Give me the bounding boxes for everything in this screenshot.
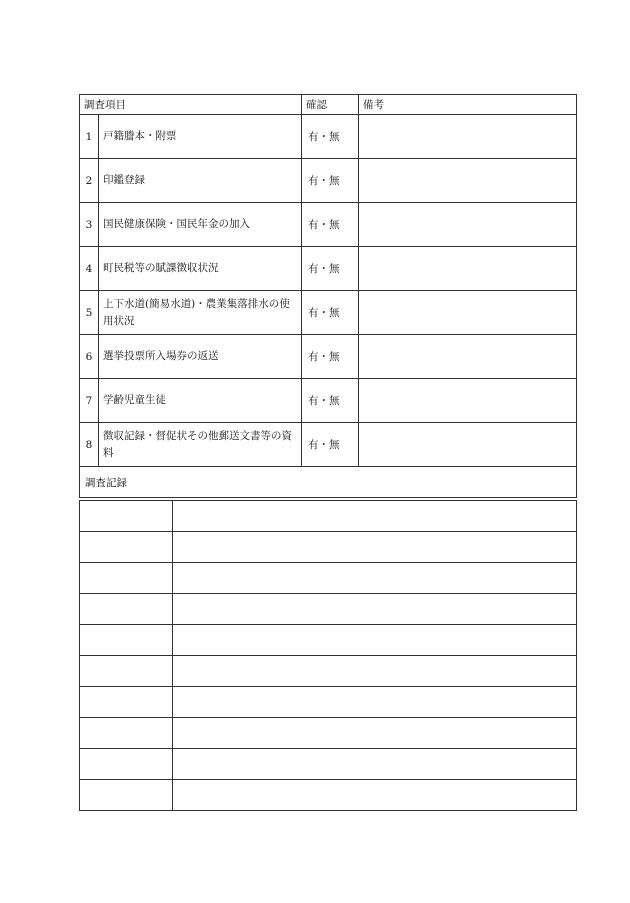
item-check[interactable]: 有・無 — [302, 115, 359, 159]
item-note[interactable] — [359, 291, 577, 335]
record-content-cell[interactable] — [173, 656, 577, 687]
item-note[interactable] — [359, 203, 577, 247]
header-row — [80, 95, 577, 115]
item-check[interactable]: 有・無 — [302, 291, 359, 335]
record-row — [80, 687, 577, 718]
record-row — [80, 780, 577, 811]
item-label: 印鑑登録 — [99, 159, 302, 203]
item-number: 8 — [80, 423, 99, 467]
record-date-cell[interactable] — [80, 656, 173, 687]
record-row — [80, 625, 577, 656]
header-check: 確認 — [302, 95, 359, 115]
record-title: 調査記録 — [80, 467, 577, 498]
record-content-cell[interactable] — [173, 532, 577, 563]
record-content-cell[interactable] — [173, 563, 577, 594]
item-row — [80, 423, 577, 467]
item-row — [80, 159, 577, 203]
item-note[interactable] — [359, 159, 577, 203]
record-date-cell[interactable] — [80, 594, 173, 625]
record-content-cell[interactable] — [173, 718, 577, 749]
item-note[interactable] — [359, 247, 577, 291]
item-note[interactable] — [359, 423, 577, 467]
item-label: 戸籍謄本・附票 — [99, 115, 302, 159]
item-note[interactable] — [359, 335, 577, 379]
record-date-cell[interactable] — [80, 625, 173, 656]
item-label: 町民税等の賦課徴収状況 — [99, 247, 302, 291]
record-date-cell[interactable] — [80, 563, 173, 594]
record-row — [80, 501, 577, 532]
item-label: 国民健康保険・国民年金の加入 — [99, 203, 302, 247]
record-content-cell[interactable] — [173, 780, 577, 811]
item-label: 選挙投票所入場券の返送 — [99, 335, 302, 379]
record-row — [80, 656, 577, 687]
item-row — [80, 203, 577, 247]
record-date-cell[interactable] — [80, 749, 173, 780]
item-row — [80, 335, 577, 379]
item-label: 学齢児童生徒 — [99, 379, 302, 423]
item-check[interactable]: 有・無 — [302, 379, 359, 423]
header-item: 調査項目 — [80, 95, 302, 115]
record-row — [80, 749, 577, 780]
record-title-row — [80, 467, 577, 498]
item-number: 3 — [80, 203, 99, 247]
item-number: 6 — [80, 335, 99, 379]
item-number: 5 — [80, 291, 99, 335]
item-check[interactable]: 有・無 — [302, 247, 359, 291]
item-check[interactable]: 有・無 — [302, 203, 359, 247]
item-number: 1 — [80, 115, 99, 159]
record-date-cell[interactable] — [80, 718, 173, 749]
record-row — [80, 563, 577, 594]
record-content-cell[interactable] — [173, 625, 577, 656]
record-date-cell[interactable] — [80, 532, 173, 563]
item-check[interactable]: 有・無 — [302, 335, 359, 379]
record-row — [80, 718, 577, 749]
record-content-cell[interactable] — [173, 501, 577, 532]
item-label: 上下水道(簡易水道)・農業集落排水の使用状況 — [99, 291, 302, 335]
item-row — [80, 291, 577, 335]
item-row — [80, 115, 577, 159]
item-note[interactable] — [359, 115, 577, 159]
record-content-cell[interactable] — [173, 687, 577, 718]
item-row — [80, 247, 577, 291]
record-date-cell[interactable] — [80, 687, 173, 718]
header-notes: 備考 — [359, 95, 577, 115]
record-row — [80, 532, 577, 563]
record-content-cell[interactable] — [173, 594, 577, 625]
item-row — [80, 379, 577, 423]
item-check[interactable]: 有・無 — [302, 159, 359, 203]
item-number: 7 — [80, 379, 99, 423]
record-date-cell[interactable] — [80, 780, 173, 811]
item-check[interactable]: 有・無 — [302, 423, 359, 467]
record-row — [80, 594, 577, 625]
item-number: 2 — [80, 159, 99, 203]
item-number: 4 — [80, 247, 99, 291]
survey-table — [79, 94, 577, 498]
record-table — [79, 500, 577, 811]
item-note[interactable] — [359, 379, 577, 423]
item-label: 徴収記録・督促状その他郵送文書等の資料 — [99, 423, 302, 467]
record-content-cell[interactable] — [173, 749, 577, 780]
record-date-cell[interactable] — [80, 501, 173, 532]
